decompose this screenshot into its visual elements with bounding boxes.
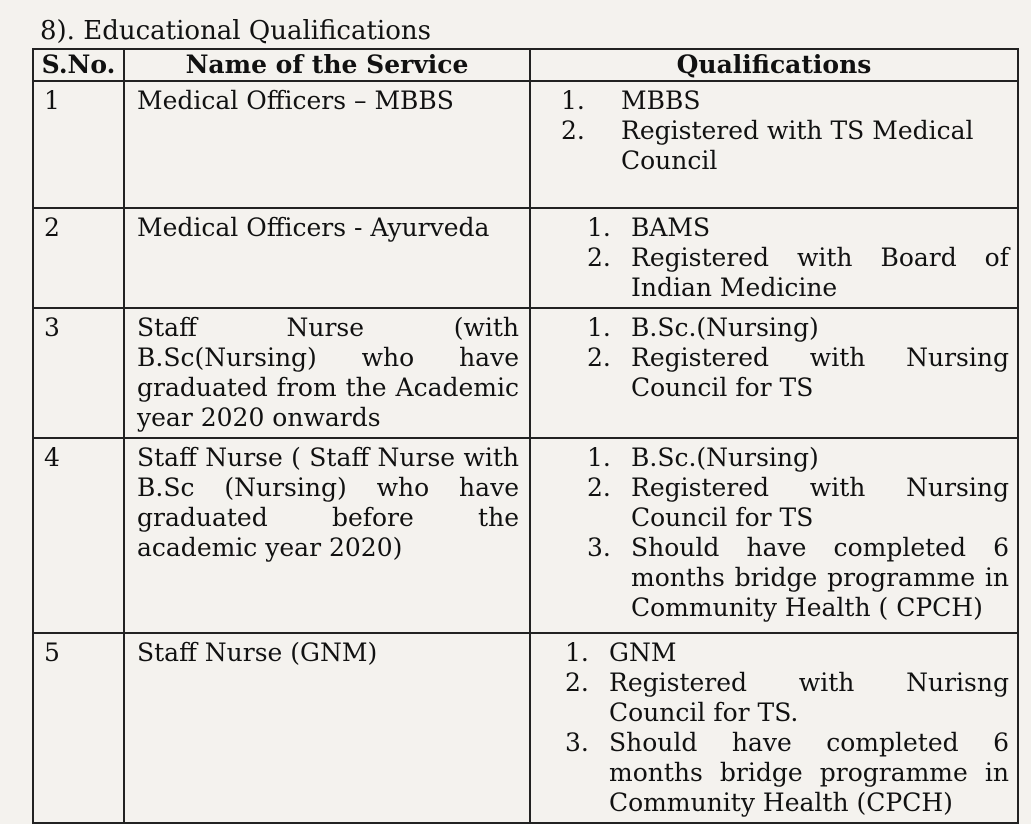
qualification-item: 2. Registered with TS Medical Council: [561, 116, 974, 175]
qualification-item: 2. Registered with Board of Indian Medicine: [587, 243, 1009, 302]
row-qualifications: [530, 438, 1018, 633]
header-sno: S.No.: [33, 49, 124, 81]
qualification-item: 2. Registered with Nursing Council for TS: [587, 343, 1009, 402]
row-sno: 4: [33, 438, 124, 633]
header-service: Name of the Service: [124, 49, 530, 81]
qualification-item: 3. Should have completed 6 months bridge programme in Community Health ( CPCH): [587, 533, 1009, 622]
qualification-item: 1. MBBS: [561, 86, 701, 115]
row-sno: 5: [33, 633, 124, 823]
qualification-item: 2. Registered with Nursing Council for TS: [587, 473, 1009, 532]
row-service: Medical Officers – MBBS: [124, 81, 530, 208]
header-qualifications: Qualifications: [530, 49, 1018, 81]
table-row: [33, 81, 1018, 208]
row-service: Staff Nurse (with B.Sc(Nursing) who have graduated from the Academic year 2020 onwards: [124, 308, 530, 438]
row-service: Staff Nurse (GNM): [124, 633, 530, 823]
row-qualifications: [530, 81, 1018, 208]
qualification-item: 1. B.Sc.(Nursing): [587, 443, 819, 472]
row-service: Staff Nurse ( Staff Nurse with B.Sc (Nursing) who have graduated before the academic year 2020): [124, 438, 530, 633]
row-qualifications: [530, 308, 1018, 438]
qualification-item: 1. B.Sc.(Nursing): [587, 313, 819, 342]
qualification-item: 3. Should have completed 6 months bridge programme in Community Health (CPCH): [565, 728, 1009, 817]
qualifications-table: [32, 48, 1019, 824]
qualification-item: 2. Registered with Nurisng Council for TS.: [565, 668, 1009, 727]
qualification-item: 1. BAMS: [587, 213, 711, 242]
row-sno: 1: [33, 81, 124, 208]
row-sno: 2: [33, 208, 124, 308]
row-sno: 3: [33, 308, 124, 438]
table-row: [33, 308, 1018, 438]
section-heading: 8). Educational Qualifications: [40, 16, 431, 46]
table-row: [33, 438, 1018, 633]
qualification-item: 1. GNM: [565, 638, 677, 667]
row-qualifications: [530, 208, 1018, 308]
table-header-row: [33, 49, 1018, 81]
row-service: Medical Officers - Ayurveda: [124, 208, 530, 308]
table-row: [33, 208, 1018, 308]
